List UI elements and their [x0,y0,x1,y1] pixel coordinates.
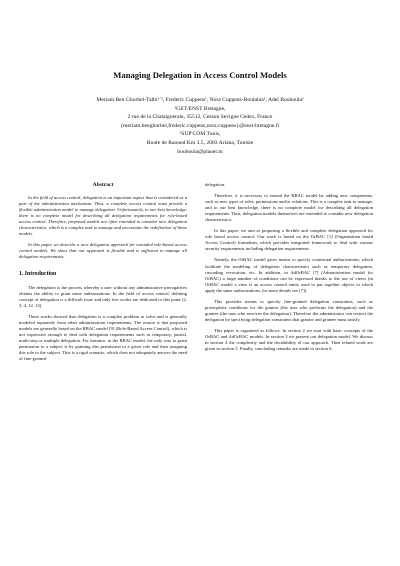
body-paragraph: This paper is organized as follows. In section 2 we start with basic concepts of the OrBAC and AdOrBAC models. In section 3 we present our delegation model. We discuss in section 4 the complexity and the decidability of our approach. Then related work are given in section 5. Finally, concluding remarks are made in section 6. [205,327,373,352]
left-column [19,182,187,367]
paper-title: Managing Delegation in Access Control Models [113,70,287,80]
abstract-paragraph: In the field of access control, delegation is an important aspect that is considered as a part of the administration mechanism. Thus, a complete access control must provide a flexible administration model to manage delegation. Unfortunately, to our best knowledge, there is no complete model for describing all delegation requirements for role-based access control. Therefore, proposed models are often extended to consider new delegation characteristics, which is a complex task to manage and necessitate the redefinition of these models. [19,195,187,237]
email-1: {meriam.benghorbel,frederic.cuppens,nora.cuppens}@enst-bretagne.fr [120,122,280,129]
introduction-body-continued [205,182,373,352]
author-names: Meriam Ben Ghorbel-Talbi¹ʼ², Frederic Cuppens¹, Nora Cuppens-Boulahia¹, Adel Bouhoula² [96,97,304,103]
introduction-body [19,285,187,363]
body-paragraph: delegation. [205,182,226,187]
body-paragraph: This provides means to specify fine-grained delegation constraints, such as prerequisite conditions for the grantor (the user who performs the delegation) and the grantee (the user who receives the delegation). Therefore the administrator can restrict the delegation by specifying delegation constraints that grantor and grantee must satisfy. [205,298,373,322]
email-2: bouhoula@planet.tn [177,148,223,155]
body-paragraph: These works showed that delegation is a complex problem to solve and is generally modeled separately from other administration requirements. The reason is that proposed models are generally based on the RBAC model [9] (Role-Based Access Control), which is not expressive enough to deal with delegation requirements such as temporary, partial, multi-step or multiple delegation. For instance, in the RBAC model, the only way to grant permission to a subject is by granting this permission to a given role and then assigning this role to the subject. This is a rigid scenario, which does not adequately answer the need of fine-grained [19,313,187,362]
address-2: Route de Raoued Km 3.5, 2083 Ariana, Tunisie [146,139,254,146]
author-block [20,96,380,156]
body-paragraph: Therefore, it is necessary to extend the RBAC model by adding new components, such as new types of roles, permissions and/or relations. This is a complex task to manage, and to our best knowledge, there is no complete model for describing all delegation requirements. Thus, delegation models themselves are extended to consider new delegation characteristics. [205,193,373,223]
abstract-paragraph: In this paper we describe a new delegation approach for extended role-based access control models. We show that our approach is flexible and is sufficient to manage all delegation requirements. [19,242,187,260]
body-paragraph: In this paper, we aim at proposing a flexible and complete delegation approach for role based access control. Our work is based on the OrBAC [1] (Organization based Access Control) formalism, which provides integrated framework to deal with various security requirements including delegation requirements. [205,228,373,252]
address-1: 2 rue de la Chataigneraie, 35512, Cesson Sevigne Cedex, France [127,114,273,121]
right-column [205,182,373,357]
abstract [19,195,187,260]
affiliation-1: ¹GET/ENST Bretagne, [174,105,226,112]
body-paragraph: Namely, the OrBAC model gives means to specify contextual authorizations, which facilitate the modeling of delegation characteristics such as temporary delegation, cascading revocation, etc. In addition, in AdOrBAC [7] (Administration model for OrBAC) a large number of conditions can be expressed thanks to the use of views (in OrBAC model a view is an access control entity used to put together objects to which apply the same authorizations, for more details see [7]). [205,257,373,293]
section-heading-introduction: 1. Introduction [19,270,57,277]
affiliation-2: ²SUP'COM Tunis, [179,131,221,138]
abstract-heading: Abstract [92,182,114,188]
body-paragraph: The delegation is the process whereby a user without any administrative prerogatives obtains the ability to grant some authorizations. In the field of access control, defining concept of delegation is a difficult issue and only few works are dedicated to this point [2, 3, 4, 12, 13]. [19,284,187,308]
